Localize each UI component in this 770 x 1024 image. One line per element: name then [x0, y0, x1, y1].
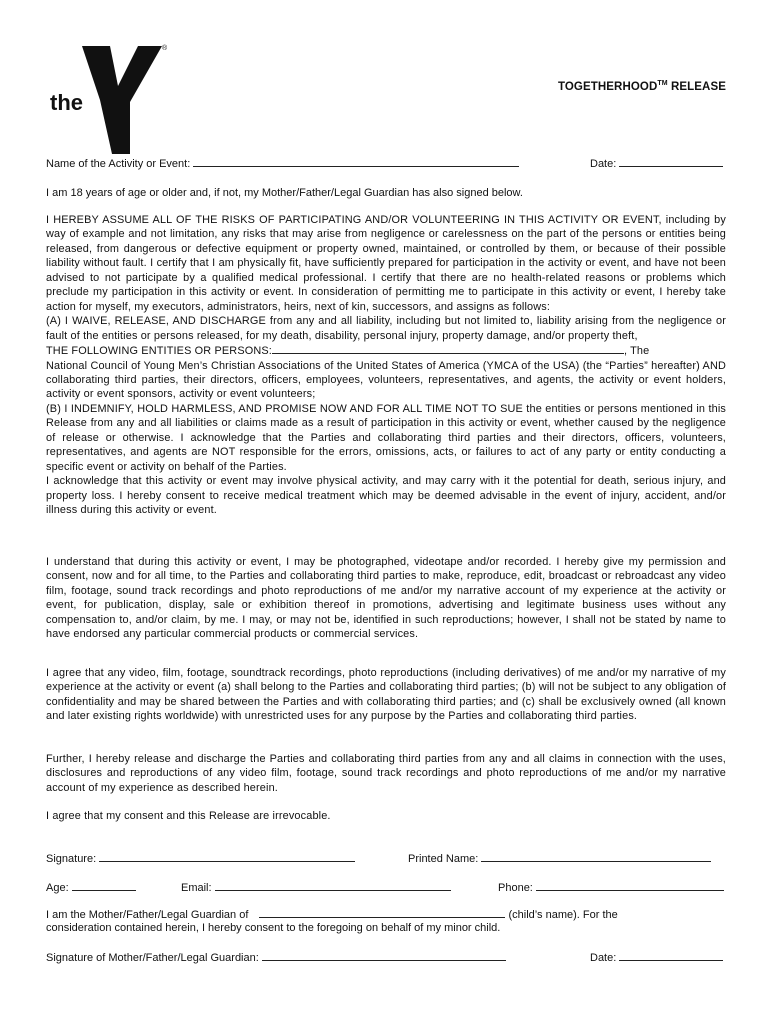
assumption-of-risk: I HEREBY ASSUME ALL OF THE RISKS OF PARTICIPATING AND/OR VOLUNTEERING IN THIS ACTIVITY OR EVENT, including by way of example and not limitation, any risks that may arise from negligence or carelessness on the part of the persons or entities being released, from dangerous or defective equipment or property owned, maintained, or controlled by them, or because of their possible liability without fault. I certify that I am physically fit, have sufficiently prepared for participation in the activity or event, and have not been advised to not participate by a qualified medical professional. I certify that there are no health-related reasons or problems which preclude my participation in this activity or event. In consideration of permitting me to participate in this activity or event, I hereby take action for myself, my executors, administrators, heirs, next of kin, successors, and assigns as follows:	[46, 214, 726, 313]
logo-wordmark: the	[50, 90, 83, 115]
guardian-consent: consideration contained herein, I hereby consent to the foregoing on behalf of my minor child.	[46, 922, 501, 934]
guardian-date-row	[590, 950, 723, 965]
signature-label: Signature:	[46, 853, 97, 865]
guardian-date-label: Date:	[590, 952, 617, 964]
title-text: TOGETHERHOOD	[557, 80, 658, 93]
guardian-prefix: I am the Mother/Father/Legal Guardian of	[46, 909, 249, 921]
registered-mark: ®	[162, 45, 168, 52]
printed-name-label: Printed Name:	[408, 853, 479, 865]
phone-row	[498, 880, 724, 895]
age-label: Age:	[46, 882, 69, 894]
signature-field[interactable]	[99, 851, 355, 862]
guardian-signature-row	[46, 950, 506, 965]
age-field[interactable]	[72, 880, 136, 891]
guardian-date-field[interactable]	[619, 950, 723, 961]
phone-field[interactable]	[536, 880, 724, 891]
title-suffix: RELEASE	[670, 80, 726, 93]
entities-suffix: , The	[623, 345, 650, 358]
age-row	[46, 880, 136, 895]
printed-name-field[interactable]	[481, 851, 711, 862]
media-ownership: I agree that any video, film, footage, soundtrack recordings, photo reproductions (including derivatives) of me and/or my narrative of my experience at the activity or event (a) shall belong to the Parties and collaborating third parties; (b) will not be subject to any obligation of confidentiality and may be shared between the Parties and with collaborating third parties; and (c) shall be exclusively owned (all known and later existing rights worldwide) with unrestricted uses for any purpose by the Parties and collaborating third parties.	[46, 667, 726, 723]
date-row	[590, 156, 723, 171]
y-logo-icon	[50, 42, 170, 154]
email-row	[181, 880, 451, 895]
activity-label: Name of the Activity or Event:	[46, 158, 191, 170]
logo-ymca-text: YMCA	[132, 120, 152, 146]
signature-row	[46, 851, 355, 866]
entities-description: National Council of Young Men’s Christian Associations of the United States of America (YMCA of the USA) (the “Parties” hereafter) AND collaborating third parties, their directors, officers, employees, volunteers, representatives, and agents, the activity or event holders, activity or event sponsors, activity or event volunteers;	[46, 359, 726, 401]
guardian-suffix: (child’s name). For the	[508, 909, 618, 921]
ymca-logo	[50, 42, 170, 154]
activity-field[interactable]	[193, 156, 519, 167]
media-release: Further, I hereby release and discharge the Parties and collaborating third parties from any and all claims in connection with the uses, disclosures and reproductions of any video film, footage, sound track recordings and photo reproductions of me and/or my narrative account of my experience as described herein.	[46, 753, 726, 794]
physical-activity-clause: I acknowledge that this activity or event may involve physical activity, and may carry with it the potential for death, serious injury, and property loss. I hereby consent to receive medical treatment which may be deemed advisable in the event of injury, accident, and/or illness during this activity or event.	[46, 475, 726, 517]
irrevocable-statement: I agree that my consent and this Release are irrevocable.	[46, 810, 331, 822]
entities-field[interactable]	[272, 343, 624, 354]
media-consent: I understand that during this activity or event, I may be photographed, videotape and/or recorded. I hereby give my permission and consent, now and for all time, to the Parties and collaborating third parties to make, reproduce, edit, broadcast or rebroadcast any video film, footage, sound track recordings and photo reproductions of me and/or my narrative account of my experience at the activity or event, for publication, display, sale or exhibition thereof in promotions, advertising and legitimate business uses without any compensation to, and/or claim, by me. I may, or may not be, identified in such reproductions; however, I shall not be stated by name to have endorsed any particular commercial products or commercial services.	[46, 556, 726, 641]
child-name-field[interactable]	[259, 907, 505, 918]
activity-row	[46, 156, 519, 171]
page-title	[480, 80, 726, 93]
indemnify-clause: (B) I INDEMNIFY, HOLD HARMLESS, AND PROMISE NOW AND FOR ALL TIME NOT TO SUE the entities or persons mentioned in this Release from any and all liabilities or claims made as a result of participation in this activity or event, whether caused by the negligence of release or otherwise. I acknowledge that the Parties and collaborating third parties and their directors, officers, volunteers, representatives, and agents are NOT responsible for the errors, omissions, acts, or failures to act of any party or entity conducting a specific event or activity on behalf of the Parties.	[46, 402, 726, 473]
guardian-row	[46, 907, 618, 922]
date-field[interactable]	[619, 156, 723, 167]
waiver-clause: (A) I WAIVE, RELEASE, AND DISCHARGE from any and all liability, including but not limited to, liability arising from the negligence or fault of the entities or persons released, for my death, disability, personal injury, property damage, and/or property theft,	[46, 315, 726, 342]
phone-label: Phone:	[498, 882, 533, 894]
guardian-signature-field[interactable]	[262, 950, 506, 961]
guardian-signature-label: Signature of Mother/Father/Legal Guardian:	[46, 952, 259, 964]
entities-line	[46, 343, 726, 358]
email-label: Email:	[181, 882, 212, 894]
email-field[interactable]	[215, 880, 451, 891]
printed-name-row	[408, 851, 711, 866]
trademark-mark: TM	[657, 80, 668, 87]
date-label: Date:	[590, 158, 617, 170]
age-statement: I am 18 years of age or older and, if not, my Mother/Father/Legal Guardian has also signed below.	[46, 187, 523, 199]
entities-label: THE FOLLOWING ENTITIES OR PERSONS:	[46, 345, 272, 358]
release-terms	[46, 213, 726, 518]
